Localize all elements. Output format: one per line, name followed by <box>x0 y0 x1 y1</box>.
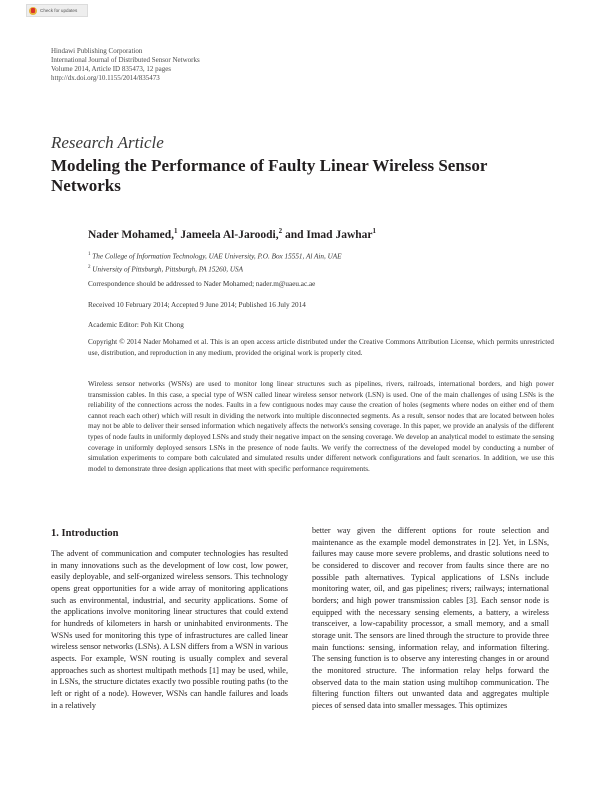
affiliation-marker: 2 <box>278 227 283 235</box>
doi-link[interactable]: http://dx.doi.org/10.1155/2014/835473 <box>51 74 160 82</box>
affiliation-number: 1 <box>88 252 91 257</box>
author-name: and Imad Jawhar <box>284 228 373 241</box>
affiliation-marker: 1 <box>372 227 377 235</box>
affiliation-number: 2 <box>88 265 91 271</box>
paper-title: Modeling the Performance of Faulty Linear Wireless Sensor Networks <box>51 156 488 195</box>
section-heading: 1. Introduction <box>51 528 119 539</box>
affiliation-marker: 1 <box>174 227 178 235</box>
correspondence: Correspondence should be addressed to Nader Mohamed; nader.m@uaeu.ac.ae <box>88 280 316 288</box>
check-updates-icon <box>29 7 37 15</box>
affiliations <box>88 249 342 276</box>
publication-dates: Received 10 February 2014; Accepted 9 June 2014; Published 16 July 2014 <box>88 301 306 309</box>
journal-header <box>51 47 200 83</box>
body-column-right: better way given the different options for route selection and maintenance as the example model demonstrates in [2]. Yet, in LSNs, failures may cause more severe problems, and drastic solutions need to be considered to discover and recover from faults since there are no possible path alternatives. Typical applications of LSNs include monitoring water, oil, and gas pipelines; rivers; railways; international borders; and high power transmission cables [3]. Each sensor node is equipped with the necessary sensing elements, a battery, a wireless transceiver, a low-capability processor, a small memory, and a small storage unit. The sensors are lined through the structure to provide three main functions: sensing, information relay, and information filtering. The sensing function is to observe any interesting changes in or around the monitored structure. The information relay helps forward the observed data to the main station using multihop communication. The filtering function filters out unwanted data and aggregates multiple pieces of sensed data into smaller messages. This optimizes <box>312 526 549 710</box>
affiliation-item <box>88 262 342 275</box>
affiliation-text: University of Pittsburgh, Pittsburgh, PA 15260, USA <box>92 265 244 274</box>
author-list <box>88 227 376 241</box>
author-name: Jameela Al-Jaroodi, <box>180 228 279 241</box>
journal-name: International Journal of Distributed Sensor Networks <box>51 56 200 64</box>
check-for-updates-label: Check for updates <box>40 8 78 13</box>
academic-editor: Academic Editor: Poh Kit Chong <box>88 321 184 329</box>
volume-info: Volume 2014, Article ID 835473, 12 pages <box>51 65 172 73</box>
check-for-updates-button[interactable] <box>26 4 88 17</box>
affiliation-item <box>88 249 342 262</box>
author-name: Nader Mohamed, <box>88 228 175 241</box>
article-type: Research Article <box>51 133 164 152</box>
abstract: Wireless sensor networks (WSNs) are used to monitor long linear structures such as pipelines, rivers, railroads, international borders, and high power transmission cables. In this case, a special type of WSN called linear wireless sensor network (LSN) is used. One of the main challenges of using LSNs is the reliability of the connections across the nodes. Faults in a few contiguous nodes may cause the creation of holes (segments where nodes on either end of them cannot reach each other) which will result in dividing the network into multiple disconnected segments. As a result, sensor nodes that are located between holes may not be able to deliver their sensed information which negatively affects the network's sensing coverage. In this paper, we provide an analysis of the different types of node faults in uniformly deployed LSNs and study their negative impact on the sensing coverage. We develop an analytical model to estimate the sensing coverage in uniformly deployed sensors LSNs in the presence of node faults. We verify the correctness of the developed model by conducting a number of simulation experiments to compare both calculated and simulated results under different network configurations and fault scenarios. In addition, we use this model to demonstrate three design applications that meet with specific performance requirements. <box>88 380 554 473</box>
copyright-notice: Copyright © 2014 Nader Mohamed et al. This is an open access article distributed under the Creative Commons Attribution License, which permits unrestricted use, distribution, and reproduction in any medium, provided the original work is properly cited. <box>88 338 554 357</box>
body-column-left: The advent of communication and computer technologies has resulted in many innovations such as the development of low cost, low power, easily deployable, and self-organized wireless sensors. This technology opens great opportunities for a wide array of monitoring applications such as environmental, industrial, and security applications. Some of the applications involve monitoring linear structures that could extend for hundreds of kilometers in harsh or uninhabited environments. The WSNs used for monitoring this type of infrastructures are called linear wireless sensor networks (LSNs). A LSN differs from a WSN in various aspects. For example, WSN routing is usually complex and several approaches such as shortest multipath methods [1] may be used, while, in LSNs, the structure dictates exactly two possible routing paths (to the left or right of a node). However, WSNs can handle failures and loads in a relatively <box>51 549 288 710</box>
publisher: Hindawi Publishing Corporation <box>51 47 143 55</box>
affiliation-text: The College of Information Technology, UAE University, P.O. Box 15551, Al Ain, UAE <box>92 252 342 261</box>
